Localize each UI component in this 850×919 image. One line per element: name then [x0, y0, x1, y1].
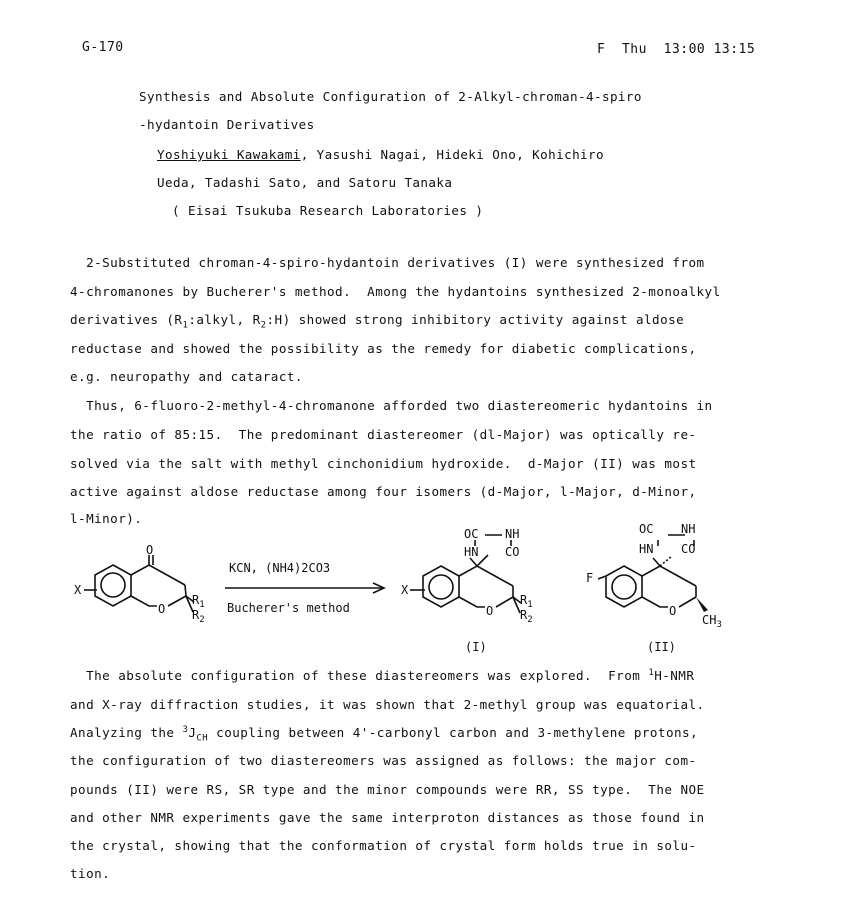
reagents-label: KCN, (NH4)2CO3 — [229, 561, 331, 575]
r2-label-1 — [192, 608, 205, 625]
fluorine-label: F — [586, 571, 594, 585]
para3-l1a: The absolute configuration of these diastereomers was explored. From — [70, 668, 649, 684]
nmr-superscript: 1 — [648, 668, 655, 678]
coupling-superscript: 3 — [182, 725, 189, 735]
para3-line-1 — [70, 668, 694, 683]
para1-l3a: derivatives (R — [70, 312, 183, 327]
r2-sub-2: 2 — [527, 615, 533, 625]
co-label-II: CO — [681, 542, 696, 556]
authors-line-2: Ueda, Tadashi Sato, and Satoru Tanaka — [157, 175, 453, 190]
carbonyl-o-label: O — [146, 543, 154, 557]
aromatic-circle-2 — [429, 575, 453, 599]
chromanone-ring-lower — [131, 596, 157, 606]
o-c2-bond — [168, 596, 186, 606]
product-I-ring-upper — [459, 566, 513, 586]
para2-line-1: Thus, 6-fluoro-2-methyl-4-chromanone afforded two diastereomeric hydantoins in — [70, 398, 713, 413]
para2-line-4: active against aldose reductase among four isomers (d-Major, l-Major, d-Minor, — [70, 484, 697, 499]
ring-o-label-II: O — [669, 604, 677, 618]
r1-letter-2: R — [520, 593, 528, 607]
ch3-letters: CH — [702, 613, 717, 627]
para2-line-3: solved via the salt with methyl cinchonidium hydroxide. d-Major (II) was most — [70, 456, 697, 471]
r2-letter-2: R — [520, 608, 528, 622]
coupling-subscript: CH — [196, 733, 209, 744]
reaction-scheme — [0, 520, 850, 660]
r2-subscript: 2 — [260, 320, 267, 331]
para3-line-8: tion. — [70, 866, 111, 881]
product-II-ring-upper — [642, 566, 696, 586]
aromatic-circle-1 — [101, 573, 125, 597]
para3-line-3 — [70, 725, 698, 744]
para3-l3a: Analyzing the — [70, 725, 183, 741]
r1-sub-2: 1 — [527, 600, 533, 610]
abstract-code: G-170 — [82, 40, 124, 55]
para2-line-5: l-Minor). — [70, 511, 143, 526]
x-label-1: X — [74, 583, 82, 597]
ch3-label — [702, 613, 722, 630]
co-label-I: CO — [505, 545, 520, 559]
para2-line-2: the ratio of 85:15. The predominant diastereomer (dl-Major) was optically re- — [70, 427, 697, 442]
spiro-bond-3 — [653, 558, 660, 566]
para1-line-4: reductase and showed the possibility as the remedy for diabetic complications, — [70, 341, 697, 356]
para3-l3b: J — [188, 725, 197, 741]
aromatic-circle-3 — [612, 575, 636, 599]
nh-label-II: NH — [681, 522, 696, 536]
chromanone-ring-upper — [131, 565, 185, 585]
c3-c2-bond — [185, 585, 186, 596]
oc-label-I: OC — [464, 527, 479, 541]
ch3-sub: 3 — [716, 620, 722, 630]
product-I-o-c2 — [496, 597, 513, 607]
x-label-2: X — [401, 583, 409, 597]
f-bond — [598, 576, 606, 579]
authors-rest: , Yasushi Nagai, Hideki Ono, Kohichiro — [300, 147, 605, 162]
method-label: Bucherer's method — [227, 601, 350, 615]
session-time: F Thu 13:00 13:15 — [597, 42, 756, 57]
ring-o-label: O — [158, 602, 166, 616]
para3-line-7: the crystal, showing that the conformation of crystal form holds true in solu- — [70, 838, 697, 853]
para3-line-5: pounds (II) were RS, SR type and the minor compounds were RR, SS type. The NOE — [70, 782, 705, 797]
r1-subscript: 1 — [182, 320, 189, 331]
product-II-ring-lower — [642, 597, 668, 607]
para3-l1b: H-NMR — [654, 668, 695, 684]
compound-I-label: (I) — [465, 640, 487, 654]
spiro-bond-1 — [470, 558, 477, 566]
nh-label-I: NH — [505, 527, 520, 541]
para1-line-5: e.g. neuropathy and cataract. — [70, 369, 303, 384]
r1-sub: 1 — [199, 600, 205, 610]
authors-line-1 — [157, 147, 604, 162]
hashed-wedge-bond — [660, 556, 672, 566]
title-line-1: Synthesis and Absolute Configuration of 2-Alkyl-chroman-4-spiro — [139, 89, 642, 104]
r1-letter: R — [192, 593, 200, 607]
r2-label-2 — [520, 608, 533, 625]
hn-label-I: HN — [464, 545, 479, 559]
r2-sub: 2 — [199, 615, 205, 625]
para3-l3c: coupling between 4'-carbonyl carbon and 3-methylene protons, — [208, 725, 699, 741]
para1-l3b: :alkyl, R — [188, 312, 261, 327]
para3-line-6: and other NMR experiments gave the same interproton distances as those found in — [70, 810, 705, 825]
affiliation: ( Eisai Tsukuba Research Laboratories ) — [172, 203, 484, 218]
r2-letter: R — [192, 608, 200, 622]
ring-o-label-I: O — [486, 604, 494, 618]
product-II-o-c2 — [679, 597, 696, 607]
title-line-2: -hydantoin Derivatives — [139, 117, 315, 132]
para1-line-3 — [70, 312, 684, 331]
presenting-author: Yoshiyuki Kawakami — [157, 147, 301, 162]
para1-line-1: 2-Substituted chroman-4-spiro-hydantoin derivatives (I) were synthesized from — [70, 255, 705, 270]
hn-label-II: HN — [639, 542, 654, 556]
para1-l3c: :H) showed strong inhibitory activity against aldose — [266, 312, 685, 327]
para3-line-4: the configuration of two diastereomers was assigned as follows: the major com- — [70, 753, 697, 768]
para1-line-2: 4-chromanones by Bucherer's method. Among the hydantoins synthesized 2-monoalkyl — [70, 284, 721, 299]
para3-line-2: and X-ray diffraction studies, it was shown that 2-methyl group was equatorial. — [70, 697, 705, 712]
oc-label-II: OC — [639, 522, 654, 536]
spiro-bond-2 — [477, 555, 488, 566]
product-I-ring-lower — [459, 597, 485, 607]
solid-wedge-bond — [696, 597, 708, 612]
compound-II-label: (II) — [647, 640, 676, 654]
